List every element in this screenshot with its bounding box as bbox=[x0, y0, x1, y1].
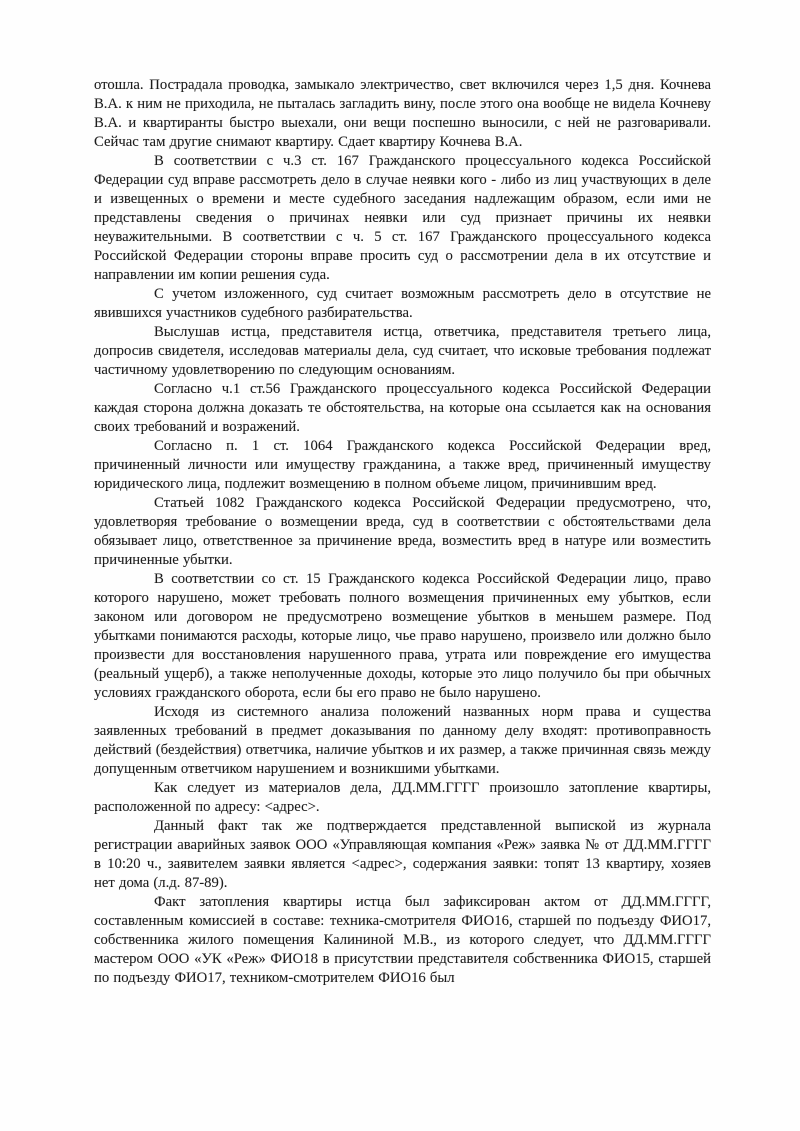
paragraph-gk-1082: Статьей 1082 Гражданского кодекса Российской Федерации предусмотрено, что, удовлетворяя требование о возмещении вреда, суд в соответствии с обстоятельствами дела обязывает лицо, ответственное за причинение вреда, возместить вред в натуре или возместить причиненные убытки. bbox=[94, 495, 711, 568]
paragraph-flooding-fact: Как следует из материалов дела, ДД.ММ.ГГГГ произошло затопление квартиры, расположенной по адресу: <адрес>. bbox=[94, 780, 711, 815]
paragraph-proof-subject: Исходя из системного анализа положений названных норм права и существа заявленных требований в предмет доказывания по данному делу входят: противоправность действий (бездействия) ответчика, наличие убытков и их размер, а также причинная связь между допущенным ответчиком нарушением и возникшими убытками. bbox=[94, 704, 711, 777]
document-body bbox=[94, 76, 711, 988]
paragraph-gk-1064: Согласно п. 1 ст. 1064 Гражданского кодекса Российской Федерации вред, причиненный личности или имуществу гражданина, а также вред, причиненный имуществу юридического лица, подлежит возмещению в полном объеме лицом, причинившим вред. bbox=[94, 438, 711, 492]
paragraph-testimony-continuation: отошла. Пострадала проводка, замыкало электричество, свет включился через 1,5 дня. Кочнева В.А. к ним не приходила, не пыталась загладить вину, после этого она вообще не видела Кочневу В.А. и квартиранты быстро выехали, они вещи поспешно выносили, с ней не разговаривали. Сейчас там другие снимают квартиру. Сдает квартиру Кочнева В.А. bbox=[94, 77, 711, 150]
paragraph-court-conclusion-intro: Выслушав истца, представителя истца, ответчика, представителя третьего лица, допросив свидетеля, исследовав материалы дела, суд считает, что исковые требования подлежат частичному удовлетворению по следующим основаниям. bbox=[94, 324, 711, 378]
paragraph-gk-15: В соответствии со ст. 15 Гражданского кодекса Российской Федерации лицо, право которого нарушено, может требовать полного возмещения причиненных ему убытков, если законом или договором не предусмотрено возмещение убытков в меньшем размере. Под убытками понимаются расходы, которые лицо, чье право нарушено, произвело или должно было произвести для восстановления нарушенного права, утрата или повреждение его имущества (реальный ущерб), а также неполученные доходы, которые это лицо получило бы при обычных условиях гражданского оборота, если бы его право не было нарушено. bbox=[94, 571, 711, 701]
paragraph-gpk-167: В соответствии с ч.3 ст. 167 Гражданского процессуального кодекса Российской Федерации суд вправе рассмотреть дело в случае неявки кого - либо из лиц участвующих в деле и извещенных о времени и месте судебного заседания надлежащим образом, если ими не представлены сведения о причинах неявки или суд признает причины их неявки неуважительными. В соответствии с ч. 5 ст. 167 Гражданского процессуального кодекса Российской Федерации стороны вправе просить суд о рассмотрении дела в их отсутствие и направлении им копии решения суда. bbox=[94, 153, 711, 283]
paragraph-gpk-56: Согласно ч.1 ст.56 Гражданского процессуального кодекса Российской Федерации каждая сторона должна доказать те обстоятельства, на которые она ссылается как на основания своих требований и возражений. bbox=[94, 381, 711, 435]
paragraph-absent-participants: С учетом изложенного, суд считает возможным рассмотреть дело в отсутствие не явившихся участников судебного разбирательства. bbox=[94, 286, 711, 321]
paragraph-dispatch-log: Данный факт так же подтверждается представленной выпиской из журнала регистрации аварийных заявок ООО «Управляющая компания «Реж» заявка № от ДД.ММ.ГГГГ в 10:20 ч., заявителем заявки является <адрес>, содержания заявки: топят 13 квартиру, хозяев нет дома (л.д. 87-89). bbox=[94, 818, 711, 891]
paragraph-inspection-act: Факт затопления квартиры истца был зафиксирован актом от ДД.ММ.ГГГГ, составленным комиссией в составе: техника-смотрителя ФИО16, старшей по подъезду ФИО17, собственника жилого помещения Калининой М.В., из которого следует, что ДД.ММ.ГГГГ мастером ООО «УК «Реж» ФИО18 в присутствии представителя собственника ФИО15, старшей по подъезду ФИО17, техником-смотрителем ФИО16 был bbox=[94, 894, 711, 986]
